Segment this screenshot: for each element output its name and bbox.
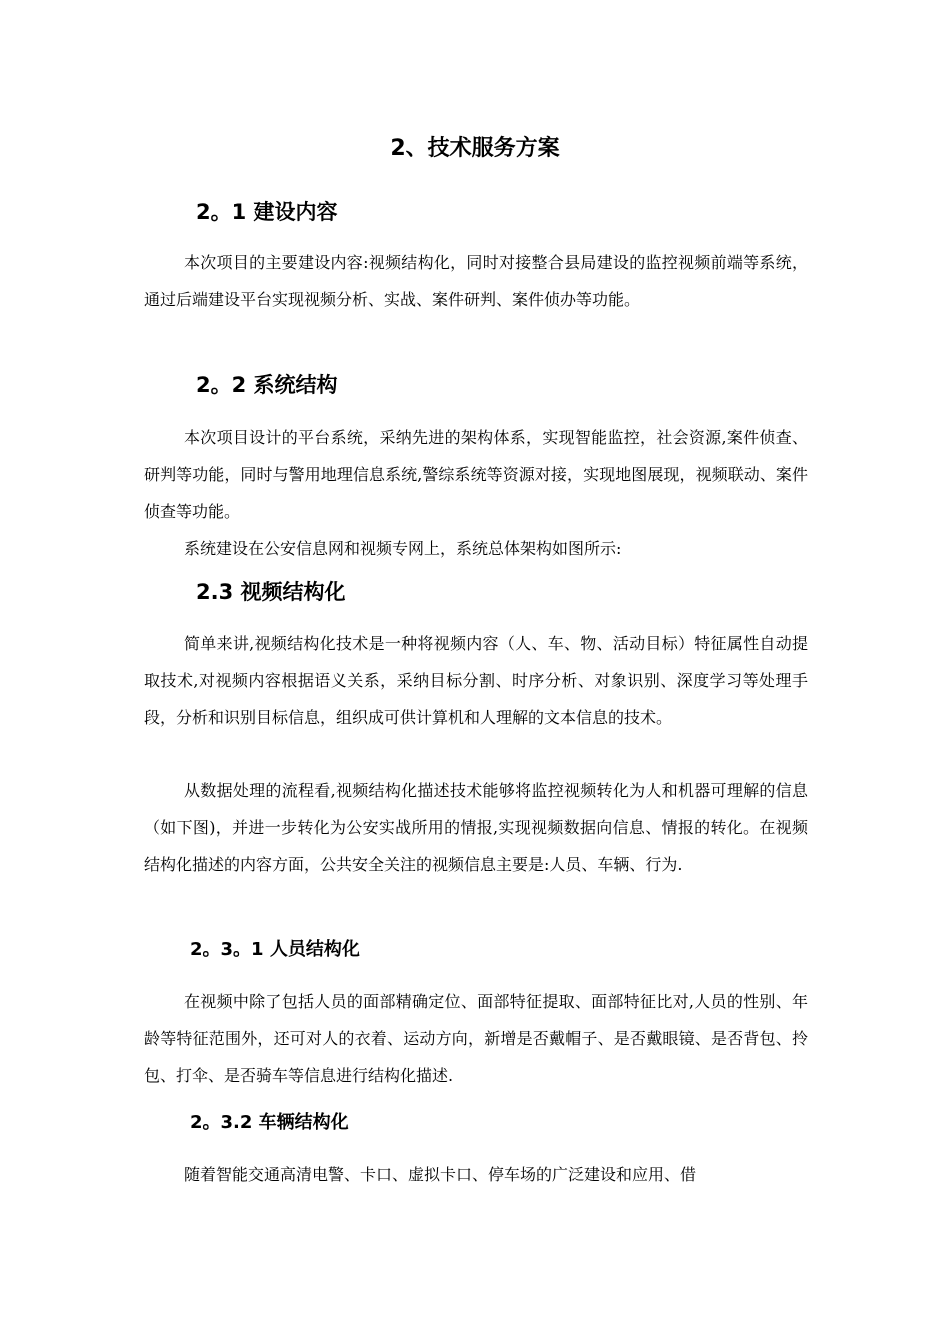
paragraph: 在视频中除了包括人员的面部精确定位、面部特征提取、面部特征比对,人员的性别、年龄等特征范围外，还可对人的衣着、运动方向，新增是否戴帽子、是否戴眼镜、是否背包、拎包、打伞、是否骑车等信息进行结构化描述. <box>144 992 808 1085</box>
section-heading-2-3-2: 2。3.2 车辆结构化 <box>190 1112 349 1133</box>
paragraph: 本次项目设计的平台系统，采纳先进的架构体系，实现智能监控，社会资源,案件侦查、研判等功能，同时与警用地理信息系统,警综系统等资源对接，实现地图展现，视频联动、案件侦查等功能。 <box>144 428 808 521</box>
paragraph: 从数据处理的流程看,视频结构化描述技术能够将监控视频转化为人和机器可理解的信息（如下图)，并进一步转化为公安实战所用的情报,实现视频数据向信息、情报的转化。在视频结构化描述的内容方面，公共安全关注的视频信息主要是:人员、车辆、行为. <box>144 781 808 874</box>
section-heading-2-2: 2。2 系统结构 <box>196 373 338 397</box>
section-heading-2-3-1: 2。3。1 人员结构化 <box>190 939 360 960</box>
paragraph: 随着智能交通高清电警、卡口、虚拟卡口、停车场的广泛建设和应用、借 <box>184 1165 697 1184</box>
paragraph: 简单来讲,视频结构化技术是一种将视频内容（人、车、物、活动目标）特征属性自动提取技术,对视频内容根据语义关系，采纳目标分割、时序分析、对象识别、深度学习等处理手段，分析和识别目标信息，组织成可供计算机和人理解的文本信息的技术。 <box>144 634 808 727</box>
paragraph: 本次项目的主要建设内容:视频结构化，同时对接整合县局建设的监控视频前端等系统，通过后端建设平台实现视频分析、实战、案件研判、案件侦办等功能。 <box>144 253 808 309</box>
paragraph: 系统建设在公安信息网和视频专网上，系统总体架构如图所示: <box>184 539 622 558</box>
section-heading-2-1: 2。1 建设内容 <box>196 200 338 224</box>
section-heading-2-3: 2.3 视频结构化 <box>196 580 346 604</box>
document-title: 2、技术服务方案 <box>390 136 560 161</box>
